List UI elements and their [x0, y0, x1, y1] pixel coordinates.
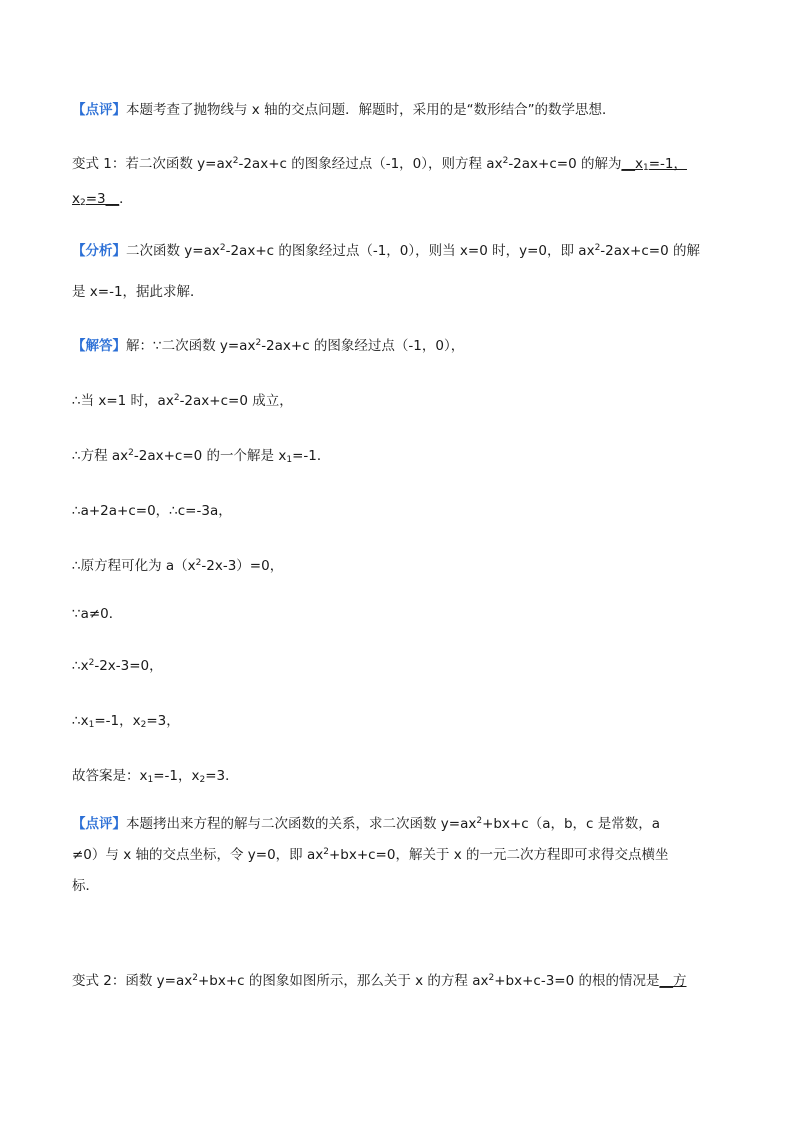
solution-step-2: ∴方程 $ax^2-2ax+c=0$ 的一个解是 $x_1=-1$． [72, 448, 331, 465]
analysis-tag: 【分析】 [72, 243, 126, 259]
answer-tag: 【解答】 [72, 338, 126, 354]
review-2-line-3: 标． [72, 878, 99, 894]
answer-blank-1b: $x_2=3\_\_$ [72, 191, 120, 208]
answer-blank-2: __方 [659, 973, 687, 989]
solution-step-5: ∵a≠0． [72, 606, 123, 622]
solution-step-1: ∴当 x=1 时，$ax^2-2ax+c=0$ 成立， [72, 393, 293, 409]
variant-1-line-1: 变式 1：若二次函数 $y=ax^2-2ax+c$ 的图象经过点（-1，0），则方程 $ax^2-2ax+c=0$ 的解为$\_\_x_1=-1$， [72, 156, 687, 173]
comment-tag: 【点评】 [72, 102, 126, 118]
review-2-line-1: 【点评】本题拷出来方程的解与二次函数的关系，求二次函数 $y=ax^2+bx+c(a$，b，c 是常数，a [72, 816, 661, 832]
review-1 [72, 100, 616, 120]
analysis-line-1: 【分析】二次函数 $y=ax^2-2ax+c$ 的图象经过点（-1，0），则当 x=0 时，y=0，即 $ax^2-2ax+c=0$ 的解 [72, 243, 700, 259]
review-2-line-2: ≠0）与 x 轴的交点坐标，令 y=0，即 $ax^2+bx+c=0$，解关于 x 的一元二次方程即可求得交点横坐 [72, 847, 669, 863]
variant-1-line-2: $x_2=3\_\_$． [72, 191, 133, 208]
solution-step-3: ∴a+2a+c=0，∴c=-3a， [72, 503, 232, 519]
review-1-text: 本题考查了抛物线与 x 轴的交点问题．解题时，采用的是“数形结合”的数学思想． [126, 102, 616, 118]
solution-step-7: $\therefore x_1=-1$，$x_2=3$， [72, 713, 180, 730]
variant-2-line-1: 变式 2：函数 $y=ax^2+bx+c$ 的图象如图所示，那么关于 x 的方程 $ax^2+bx+c-3=0$ 的根的情况是__方 [72, 973, 687, 989]
solution-conclusion: 故答案是：$x_1=-1$，$x_2=3$． [72, 768, 239, 785]
solution-head: 【解答】解：∵二次函数 $y=ax^2-2ax+c$ 的图象经过点（-1，0）， [72, 338, 465, 354]
solution-step-6: $\therefore x^2-2x-3=0$， [72, 658, 163, 674]
answer-blank-1a: $\_\_x_1=-1$， [621, 156, 687, 173]
solution-step-4: ∴原方程可化为 $a(x^2-2x-3)=0$， [72, 558, 284, 574]
comment-tag-2: 【点评】 [72, 816, 126, 832]
analysis-line-2: 是 x=-1，据此求解． [72, 284, 204, 300]
